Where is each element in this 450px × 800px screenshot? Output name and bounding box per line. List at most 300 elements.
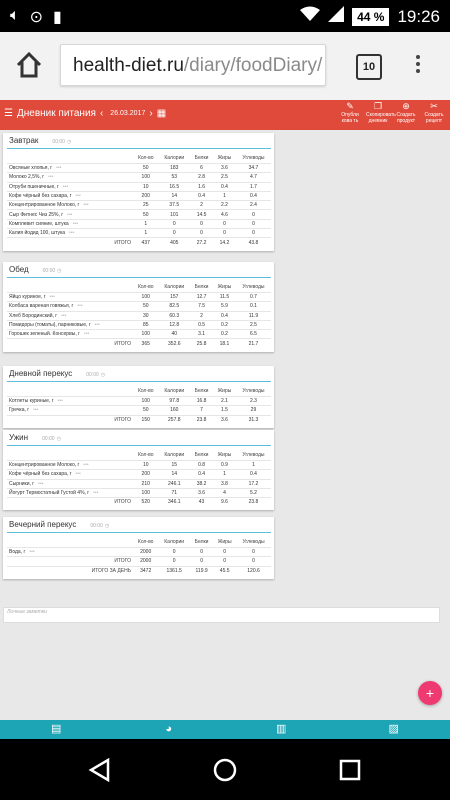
food-value: 0.4 bbox=[236, 470, 271, 479]
food-name-label: Сыр Фитнес Чиз 25%, г bbox=[9, 211, 64, 218]
food-value: 25 bbox=[133, 201, 158, 210]
food-row[interactable] bbox=[7, 488, 271, 497]
food-name bbox=[7, 293, 133, 302]
column-header: Жиры bbox=[217, 538, 232, 545]
food-name bbox=[7, 320, 133, 329]
food-value: 7 bbox=[190, 406, 213, 415]
total-value: 18.1 bbox=[213, 339, 236, 348]
row-options-icon[interactable]: ••• bbox=[48, 174, 54, 181]
total-value: 25.8 bbox=[190, 339, 213, 348]
column-header: Углеводы bbox=[242, 387, 265, 394]
meal-card bbox=[3, 517, 274, 579]
meal-card bbox=[3, 430, 274, 510]
food-name bbox=[7, 548, 133, 557]
food-value: 200 bbox=[133, 191, 158, 200]
meal-table bbox=[7, 449, 271, 506]
food-row[interactable] bbox=[7, 173, 271, 182]
food-value: 246.1 bbox=[158, 479, 190, 488]
calendar-icon[interactable]: ▦ bbox=[156, 108, 167, 119]
food-name bbox=[7, 182, 133, 191]
volume-icon: 🔈︎ bbox=[10, 7, 20, 24]
food-value: 14.5 bbox=[190, 210, 213, 219]
meal-title: Завтрак bbox=[9, 136, 39, 145]
food-value: 2.5 bbox=[213, 173, 236, 182]
address-bar[interactable] bbox=[60, 44, 326, 86]
signal-icon bbox=[328, 6, 344, 27]
food-value: 0 bbox=[213, 219, 236, 228]
column-header: Калории bbox=[164, 451, 185, 458]
food-value: 50 bbox=[133, 210, 158, 219]
food-value: 2 bbox=[190, 201, 213, 210]
total-value: 9.6 bbox=[213, 498, 236, 507]
meal-header[interactable] bbox=[7, 519, 271, 533]
total-row bbox=[7, 566, 271, 575]
total-value: 31.3 bbox=[236, 415, 271, 424]
bottom-navigation bbox=[0, 720, 450, 739]
row-options-icon[interactable]: ••• bbox=[33, 407, 39, 414]
overflow-menu-icon[interactable] bbox=[414, 52, 422, 80]
food-name-label: Помидоры (томаты), парниковые, г bbox=[9, 322, 91, 329]
food-name bbox=[7, 330, 133, 339]
food-value: 157 bbox=[158, 293, 190, 302]
food-name-label: Комплевит сияние, штука bbox=[9, 220, 69, 227]
meal-title: Вечерний перекус bbox=[9, 520, 77, 529]
food-value: 5.9 bbox=[213, 302, 236, 311]
food-value: 16.5 bbox=[158, 182, 190, 191]
header-action-label: Опубли кова ть bbox=[341, 112, 359, 124]
food-value: 50 bbox=[133, 406, 158, 415]
column-header: Жиры bbox=[217, 387, 232, 394]
food-name bbox=[7, 406, 133, 415]
food-value: 97.8 bbox=[158, 397, 190, 406]
row-options-icon[interactable]: ••• bbox=[38, 480, 44, 487]
food-row[interactable] bbox=[7, 397, 271, 406]
total-value: 437 bbox=[133, 238, 158, 247]
column-header: Калории bbox=[164, 538, 185, 545]
meal-table bbox=[7, 536, 271, 575]
food-value: 15 bbox=[158, 461, 190, 470]
food-value: 38.2 bbox=[190, 479, 213, 488]
food-value: 3.6 bbox=[213, 164, 236, 173]
diary-header bbox=[0, 100, 450, 130]
food-value: 85 bbox=[133, 320, 158, 329]
food-value: 0 bbox=[236, 229, 271, 238]
clock-icon: ◷ bbox=[100, 372, 106, 378]
food-value: 0 bbox=[158, 229, 190, 238]
total-label: ИТОГО bbox=[7, 415, 133, 424]
page-title: Дневник питания bbox=[16, 108, 96, 119]
total-label: ИТОГО bbox=[7, 557, 133, 566]
food-row[interactable] bbox=[7, 201, 271, 210]
food-value: 14 bbox=[158, 470, 190, 479]
food-name-label: Концентрированное Молоко, г bbox=[9, 202, 80, 209]
clock-icon: ◷ bbox=[57, 268, 62, 274]
meal-header[interactable] bbox=[7, 135, 271, 149]
food-row[interactable] bbox=[7, 210, 271, 219]
food-row[interactable] bbox=[7, 182, 271, 191]
row-options-icon[interactable]: ••• bbox=[62, 183, 69, 190]
meal-title: Обед bbox=[9, 265, 29, 274]
food-name bbox=[7, 397, 133, 406]
total-row bbox=[7, 238, 271, 247]
row-options-icon[interactable]: ••• bbox=[67, 211, 73, 218]
food-name bbox=[7, 173, 133, 182]
url-path: /diary/foodDiary/ bbox=[183, 55, 323, 76]
battery-indicator: 44 % bbox=[352, 8, 389, 26]
food-value: 12.7 bbox=[190, 293, 213, 302]
recents-icon[interactable] bbox=[338, 758, 362, 782]
food-name-label: Сырники, г bbox=[9, 480, 35, 487]
column-header: Кол-во bbox=[137, 154, 154, 161]
add-entry-button[interactable]: + bbox=[418, 681, 442, 705]
food-value: 0 bbox=[213, 548, 236, 557]
total-value: 1361.5 bbox=[158, 566, 190, 575]
food-name bbox=[7, 461, 133, 470]
total-value: 43 bbox=[190, 498, 213, 507]
food-row[interactable] bbox=[7, 320, 271, 329]
food-value: 0.2 bbox=[213, 320, 236, 329]
column-header: Жиры bbox=[217, 451, 232, 458]
total-label: ИТОГО ЗА ДЕНЬ bbox=[7, 566, 133, 575]
pie-chart-tab-icon[interactable]: ◕ bbox=[165, 723, 173, 735]
food-value: 0.2 bbox=[213, 330, 236, 339]
food-name bbox=[7, 229, 133, 238]
food-row[interactable] bbox=[7, 406, 271, 415]
clock-icon: ◷ bbox=[104, 523, 110, 529]
food-value: 10 bbox=[133, 182, 158, 191]
food-value: 1 bbox=[133, 219, 158, 228]
food-value: 50 bbox=[133, 302, 158, 311]
food-value: 0.1 bbox=[236, 302, 271, 311]
column-header: Белки bbox=[194, 538, 209, 545]
food-value: 0.9 bbox=[213, 461, 236, 470]
next-date-icon[interactable]: › bbox=[149, 108, 153, 119]
header-action-1[interactable] bbox=[366, 101, 396, 124]
row-options-icon[interactable]: ••• bbox=[83, 202, 89, 209]
browser-toolbar bbox=[0, 32, 450, 101]
meal-time[interactable]: 00:00 bbox=[52, 139, 65, 145]
column-header: Калории bbox=[164, 154, 185, 161]
analysis-tab-icon[interactable]: ▨ bbox=[388, 723, 399, 735]
total-value: 120.6 bbox=[236, 566, 271, 575]
total-value: 405 bbox=[158, 238, 190, 247]
food-value: 7.5 bbox=[190, 302, 213, 311]
back-icon[interactable] bbox=[88, 758, 112, 782]
food-value: 4 bbox=[213, 488, 236, 497]
sd-card-icon: ▮ bbox=[53, 9, 62, 26]
copy-icon: ❐ bbox=[373, 101, 383, 111]
clock: 19:26 bbox=[397, 6, 440, 26]
total-row bbox=[7, 498, 271, 507]
meal-card bbox=[3, 262, 274, 352]
food-value: 2.4 bbox=[236, 201, 271, 210]
food-value: 1.6 bbox=[190, 182, 213, 191]
total-value: 3472 bbox=[133, 566, 158, 575]
recipe-icon: ✂ bbox=[430, 101, 438, 111]
row-options-icon[interactable]: ••• bbox=[83, 462, 89, 469]
meal-time[interactable]: 00:00 bbox=[90, 523, 103, 529]
food-value: 53 bbox=[158, 173, 190, 182]
row-options-icon[interactable]: ••• bbox=[56, 165, 62, 172]
food-value: 0.4 bbox=[190, 191, 213, 200]
column-header: Углеводы bbox=[242, 283, 265, 290]
food-value: 0 bbox=[190, 219, 213, 228]
column-header: Кол-во bbox=[137, 451, 154, 458]
total-row bbox=[7, 557, 271, 566]
food-name bbox=[7, 311, 133, 320]
food-value: 0.4 bbox=[236, 191, 271, 200]
total-value: 3.6 bbox=[213, 415, 236, 424]
total-value: 43.8 bbox=[236, 238, 271, 247]
food-name bbox=[7, 191, 133, 200]
food-value: 0.8 bbox=[190, 461, 213, 470]
food-name bbox=[7, 219, 133, 228]
food-value: 11.9 bbox=[236, 311, 271, 320]
food-value: 1.7 bbox=[236, 182, 271, 191]
food-value: 0 bbox=[158, 548, 190, 557]
clock-icon: ◷ bbox=[66, 139, 72, 145]
food-row[interactable] bbox=[7, 293, 271, 302]
food-row[interactable] bbox=[7, 302, 271, 311]
total-value: 21.7 bbox=[236, 339, 271, 348]
food-name bbox=[7, 164, 133, 173]
megaphone-icon: ✎ bbox=[346, 101, 354, 111]
personal-notes-field[interactable]: Личные заметки bbox=[3, 607, 440, 623]
total-value: 14.2 bbox=[213, 238, 236, 247]
total-value: 365 bbox=[133, 339, 158, 348]
food-value: 101 bbox=[158, 210, 190, 219]
home-icon[interactable] bbox=[14, 50, 44, 80]
food-value: 3.8 bbox=[213, 479, 236, 488]
food-value: 71 bbox=[158, 488, 190, 497]
meal-time[interactable]: 00:00 bbox=[86, 372, 99, 378]
food-value: 1 bbox=[133, 229, 158, 238]
meal-header[interactable] bbox=[7, 368, 271, 382]
food-value: 100 bbox=[133, 173, 158, 182]
header-action-label: Создать продукт bbox=[396, 112, 416, 124]
column-header: Калории bbox=[164, 283, 185, 290]
tab-switcher-button[interactable]: 10 bbox=[356, 54, 382, 80]
row-options-icon[interactable]: ••• bbox=[93, 490, 99, 497]
food-name-label: Гречка, г bbox=[9, 407, 30, 414]
row-options-icon[interactable]: ••• bbox=[75, 193, 81, 200]
food-value: 5.2 bbox=[236, 488, 271, 497]
total-value: 45.5 bbox=[213, 566, 236, 575]
meal-title: Дневной перекус bbox=[9, 369, 73, 378]
row-options-icon[interactable]: ••• bbox=[83, 331, 90, 338]
food-value: 0 bbox=[236, 210, 271, 219]
food-value: 34.7 bbox=[236, 164, 271, 173]
column-header: Углеводы bbox=[242, 538, 265, 545]
prev-date-icon[interactable]: ‹ bbox=[99, 108, 104, 119]
add-product-icon: ⊕ bbox=[402, 101, 410, 111]
food-value: 100 bbox=[133, 330, 158, 339]
column-header: Калории bbox=[164, 387, 185, 394]
row-options-icon[interactable]: ••• bbox=[94, 322, 100, 329]
food-name-label: Кофе чёрный без сахара, г bbox=[9, 193, 72, 200]
total-value: 520 bbox=[133, 498, 158, 507]
row-options-icon[interactable]: ••• bbox=[72, 220, 78, 227]
url-domain: health-diet.ru bbox=[73, 55, 184, 76]
food-row[interactable] bbox=[7, 470, 271, 479]
food-value: 17.2 bbox=[236, 479, 271, 488]
system-navigation-bar bbox=[0, 739, 450, 800]
food-value: 0 bbox=[190, 229, 213, 238]
food-value: 1 bbox=[236, 461, 271, 470]
food-value: 0.7 bbox=[236, 293, 271, 302]
food-name bbox=[7, 201, 133, 210]
total-value: 346.1 bbox=[158, 498, 190, 507]
food-name-label: Молоко 2,5%, г bbox=[9, 174, 45, 181]
food-value: 3.6 bbox=[190, 488, 213, 497]
food-value: 0.4 bbox=[213, 182, 236, 191]
meal-title: Ужин bbox=[9, 433, 29, 442]
header-action-3[interactable] bbox=[422, 101, 446, 124]
meal-header[interactable] bbox=[7, 432, 271, 446]
hamburger-icon[interactable]: ☰ bbox=[4, 108, 13, 119]
column-header: Белки bbox=[194, 283, 209, 290]
food-value: 160 bbox=[158, 406, 190, 415]
meal-header[interactable] bbox=[7, 264, 271, 278]
meal-table bbox=[7, 281, 271, 348]
total-value: 150 bbox=[133, 415, 158, 424]
header-action-0[interactable] bbox=[338, 101, 362, 124]
food-value: 82.5 bbox=[158, 302, 190, 311]
food-value: 0.4 bbox=[213, 311, 236, 320]
header-action-2[interactable] bbox=[394, 101, 418, 124]
food-value: 210 bbox=[133, 479, 158, 488]
meal-time[interactable]: 00:00 bbox=[42, 268, 56, 274]
total-value: 0 bbox=[158, 557, 190, 566]
food-name bbox=[7, 479, 133, 488]
total-label: ИТОГО bbox=[7, 339, 133, 348]
food-value: 0.5 bbox=[190, 320, 213, 329]
row-options-icon[interactable]: ••• bbox=[75, 471, 81, 478]
food-name-label: Вода, г bbox=[9, 549, 26, 556]
food-value: 2.2 bbox=[213, 201, 236, 210]
food-value: 50 bbox=[133, 164, 158, 173]
diary-tab-icon[interactable]: ▤ bbox=[51, 723, 62, 735]
row-options-icon[interactable]: ••• bbox=[69, 230, 75, 237]
row-options-icon[interactable]: ••• bbox=[77, 303, 83, 310]
column-header: Белки bbox=[194, 451, 209, 458]
food-value: 200 bbox=[133, 470, 158, 479]
column-header: Жиры bbox=[217, 283, 232, 290]
total-label: ИТОГО bbox=[7, 238, 133, 247]
meal-table bbox=[7, 152, 271, 247]
total-value: 352.6 bbox=[158, 339, 190, 348]
header-action-label: Создать рецепт bbox=[424, 112, 444, 124]
food-name-label: Кофе чёрный без сахара, г bbox=[9, 471, 72, 478]
food-row[interactable] bbox=[7, 461, 271, 470]
column-header: Кол-во bbox=[137, 387, 154, 394]
total-row bbox=[7, 415, 271, 424]
food-value: 11.5 bbox=[213, 293, 236, 302]
food-value: 1 bbox=[213, 470, 236, 479]
total-value: 257.8 bbox=[158, 415, 190, 424]
home-nav-icon[interactable] bbox=[213, 758, 237, 782]
food-name bbox=[7, 302, 133, 311]
food-row[interactable] bbox=[7, 191, 271, 200]
food-value: 0 bbox=[190, 548, 213, 557]
food-name-label: Овсяные хлопья, г bbox=[9, 165, 53, 172]
food-value: 183 bbox=[158, 164, 190, 173]
food-name-label: Горошек зеленый. Консервы, г bbox=[9, 331, 80, 338]
sync-icon: ⊙ bbox=[29, 9, 44, 26]
total-value: 2000 bbox=[133, 557, 158, 566]
food-value: 0 bbox=[158, 219, 190, 228]
food-value: 6.5 bbox=[236, 330, 271, 339]
column-header: Кол-во bbox=[137, 283, 154, 290]
food-name-label: Концентрированное Молоко, г bbox=[9, 462, 80, 469]
food-value: 0 bbox=[236, 219, 271, 228]
food-value: 2.8 bbox=[190, 173, 213, 182]
total-row bbox=[7, 339, 271, 348]
food-value: 100 bbox=[133, 488, 158, 497]
food-value: 100 bbox=[133, 397, 158, 406]
food-value: 30 bbox=[133, 311, 158, 320]
total-value: 0 bbox=[236, 557, 271, 566]
food-value: 0 bbox=[213, 229, 236, 238]
row-options-icon[interactable]: ••• bbox=[29, 549, 35, 556]
food-value: 14 bbox=[158, 191, 190, 200]
total-value: 0 bbox=[190, 557, 213, 566]
food-value: 6 bbox=[190, 164, 213, 173]
meal-card bbox=[3, 133, 274, 251]
food-row[interactable] bbox=[7, 164, 271, 173]
food-row[interactable] bbox=[7, 229, 271, 238]
row-options-icon[interactable]: ••• bbox=[57, 398, 63, 405]
food-value: 0 bbox=[236, 548, 271, 557]
bar-chart-tab-icon[interactable]: ▥ bbox=[276, 723, 287, 735]
food-value: 2 bbox=[190, 311, 213, 320]
column-header: Жиры bbox=[217, 154, 232, 161]
food-value: 60.3 bbox=[158, 311, 190, 320]
row-options-icon[interactable]: ••• bbox=[49, 294, 55, 301]
header-action-label: Скопировать дневник bbox=[366, 112, 396, 124]
status-bar bbox=[0, 0, 450, 32]
current-date[interactable]: 26.03.2017 bbox=[110, 110, 146, 117]
food-value: 0.4 bbox=[190, 470, 213, 479]
food-row[interactable] bbox=[7, 479, 271, 488]
total-value: 23.8 bbox=[236, 498, 271, 507]
food-value: 3.1 bbox=[190, 330, 213, 339]
food-name bbox=[7, 488, 133, 497]
meal-time[interactable]: 00:00 bbox=[42, 436, 55, 442]
food-name-label: Йогурт Термостатный Густой 4%, г bbox=[9, 490, 90, 497]
meal-table bbox=[7, 385, 271, 424]
food-value: 4.7 bbox=[236, 173, 271, 182]
row-options-icon[interactable]: ••• bbox=[61, 312, 67, 319]
column-header: Белки bbox=[194, 387, 209, 394]
column-header: Белки bbox=[194, 154, 209, 161]
food-row[interactable] bbox=[7, 311, 271, 320]
food-value: 40 bbox=[158, 330, 190, 339]
food-value: 100 bbox=[133, 293, 158, 302]
total-label: ИТОГО bbox=[7, 498, 133, 507]
food-row[interactable] bbox=[7, 548, 271, 557]
meal-card bbox=[3, 366, 274, 428]
food-name-label: Котлеты куриные, г bbox=[9, 398, 54, 405]
food-row[interactable] bbox=[7, 219, 271, 228]
food-name-label: Отруби пшеничные, г bbox=[9, 183, 59, 190]
food-value: 29 bbox=[236, 406, 271, 415]
food-row[interactable] bbox=[7, 330, 271, 339]
food-value: 1.5 bbox=[213, 406, 236, 415]
wifi-icon bbox=[300, 6, 320, 27]
food-name-label: Хлеб Бородинский, г bbox=[9, 312, 58, 319]
food-value: 1 bbox=[213, 191, 236, 200]
